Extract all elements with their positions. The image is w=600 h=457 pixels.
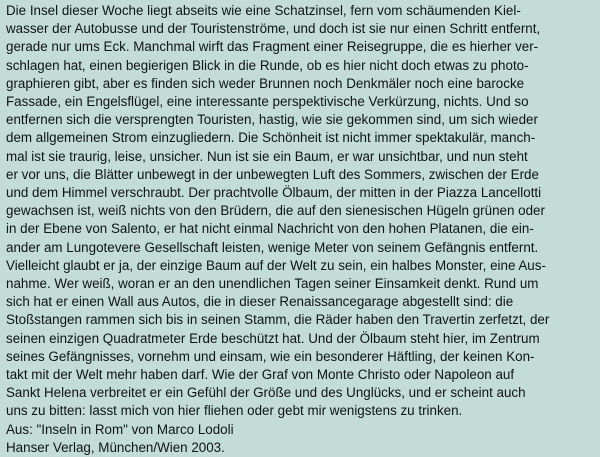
text-line: nahme. Wer weiß, woran er an den unendlichen Tagen seiner Einsamkeit denkt. Rund um <box>6 276 539 292</box>
text-line: mal ist sie traurig, leise, unsicher. Nun ist sie ein Baum, er war unsichtbar, und nun steht <box>6 148 528 164</box>
text-line: sich hat er einen Wall aus Autos, die in dieser Renaissancegarage abgestellt sind: die <box>6 294 514 310</box>
publisher-line: Hanser Verlag, München/Wien 2003. <box>6 439 225 455</box>
text-line: dem allgemeinen Strom einzugliedern. Die Schönheit ist nicht immer spektakulär, manch- <box>6 130 536 146</box>
source-citation <box>6 421 594 457</box>
text-line: gerade nur ums Eck. Manchmal wirft das Fragment einer Reisegruppe, die es hierher ver- <box>6 39 539 55</box>
text-line: in der Ebene von Salento, er hat nicht einmal Nachricht von den hohen Platanen, die ein- <box>6 221 534 237</box>
text-line: er vor uns, die Blätter unbewegt in der unbewegten Luft des Sommers, zwischen der Erde <box>6 166 539 182</box>
source-line: Aus: "Inseln in Rom" von Marco Lodoli <box>6 421 234 437</box>
text-line: Vielleicht glaubt er ja, der einzige Baum auf der Welt zu sein, ein halbes Monster, eine Aus- <box>6 257 546 273</box>
text-line: schlagen hat, einen begierigen Blick in die Runde, ob es hier nicht doch etwas zu photo- <box>6 57 529 73</box>
text-line: entfernen sich die versprengten Touristen, hastig, wie sie gekommen sind, um sich wieder <box>6 112 538 128</box>
text-line: graphieren gibt, aber es finden sich weder Brunnen noch Denkmäler noch eine barocke <box>6 75 525 91</box>
text-line: wasser der Autobusse und der Touristenströme, und doch ist sie nur einen Schritt entfernt, <box>6 21 541 37</box>
text-line: seines Gefängnisses, vornehm und einsam, wie ein besonderer Häftling, der keinen Kon- <box>6 348 535 364</box>
text-line: seinen einzigen Quadratmeter Erde beschützt hat. Und der Ölbaum steht hier, im Zentrum <box>6 330 540 346</box>
text-line: uns zu bitten: lasst mich von hier fliehen oder gebt mir wenigstens zu trinken. <box>6 403 463 419</box>
text-line: Fassade, ein Engelsflügel, eine interessante perspektivische Verkürzung, nichts. Und so <box>6 94 529 110</box>
text-line: Die Insel dieser Woche liegt abseits wie eine Schatzinsel, fern vom schäumenden Kiel- <box>6 3 521 18</box>
text-line: Sankt Helena verbreitet er ein Gefühl der Größe und des Unglücks, und er scheint auch <box>6 385 526 401</box>
text-line: ander am Lungotevere Gesellschaft leisten, wenige Meter von seinem Gefängnis entfernt. <box>6 239 539 255</box>
text-line: und dem Himmel verschraubt. Der prachtvolle Ölbaum, der mitten in der Piazza Lancellotti <box>6 185 542 201</box>
text-line: takt mit der Welt mehr haben darf. Wie der Graf von Monte Christo oder Napoleon auf <box>6 367 515 383</box>
body-text <box>6 2 594 421</box>
text-line: Stoßstangen rammen sich bis in seinen Stamm, die Räder haben den Travertin zerfetzt, der <box>6 312 550 328</box>
text-line: gewachsen ist, weiß nichts von den Brüdern, die auf den sienesischen Hügeln grünen oder <box>6 203 545 219</box>
